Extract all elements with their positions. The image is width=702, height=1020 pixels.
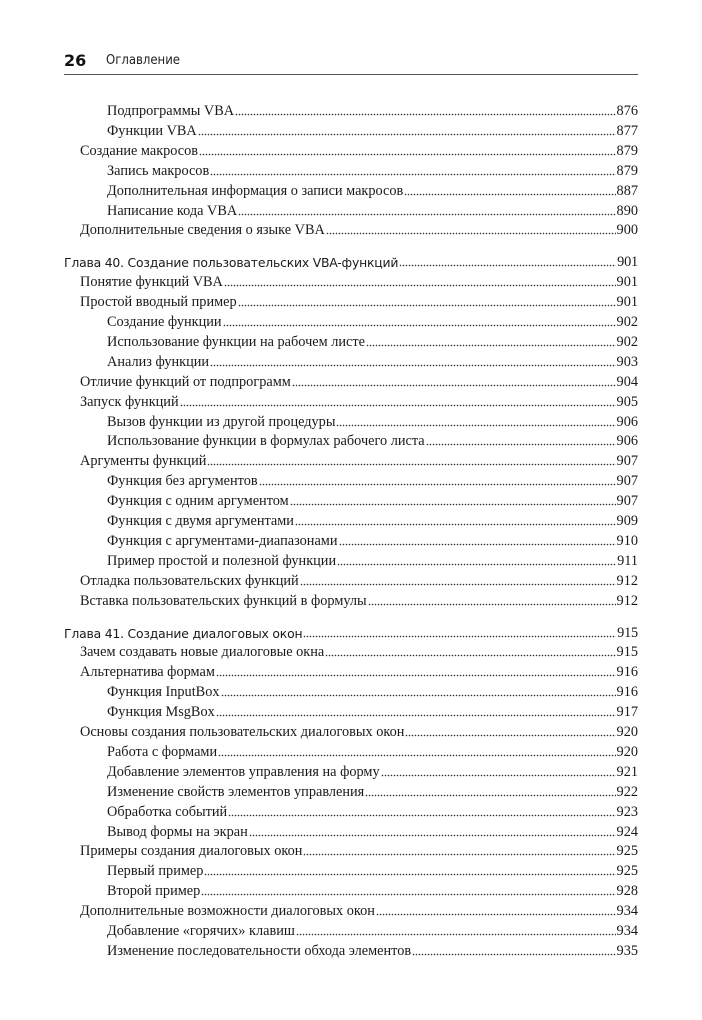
toc-entry-page: 928: [616, 883, 638, 900]
toc-entry-title: Понятие функций VBA: [80, 274, 223, 291]
toc-entry-title: Вызов функции из другой процедуры: [107, 413, 336, 430]
toc-entry-title: Запуск функций: [80, 393, 179, 410]
toc-entry: [107, 181, 638, 200]
toc-entry-page: 912: [616, 592, 638, 609]
toc-entry-title: Создание функции: [107, 314, 222, 330]
toc-entry-page: 900: [616, 222, 638, 239]
dot-leader: [326, 232, 616, 235]
dot-leader: [295, 523, 616, 526]
toc-entry-title: Анализ функции: [107, 353, 210, 370]
toc-entry-title: Основы создания пользовательских диалоговых окон: [80, 724, 405, 740]
dot-leader: [249, 834, 616, 837]
toc-entry-title: Функция с одним аргументом: [107, 493, 289, 510]
toc-entry-page: 935: [616, 942, 638, 959]
dot-leader: [224, 284, 616, 287]
toc-entry-page: 907: [616, 493, 638, 510]
toc-entry: [107, 352, 638, 371]
toc-entry: [107, 822, 638, 841]
toc-entry-title: Добавление «горячих» клавиш: [107, 923, 295, 939]
toc-entry: [107, 742, 638, 761]
toc-entry-page: 907: [616, 473, 638, 490]
toc-entry-title: Изменение последовательности обхода элементов: [107, 942, 412, 959]
toc-entry-title: Функция без аргументов: [107, 473, 258, 490]
toc-entry-page: 915: [616, 644, 638, 661]
toc-entry-title: Функции VBA: [107, 122, 197, 139]
toc-entry-title: Функция InputBox: [107, 684, 220, 701]
toc-entry-title: Первый пример: [107, 863, 204, 880]
toc-entry-title: Функция MsgBox: [107, 704, 215, 721]
toc-entry-page: 912: [616, 572, 638, 589]
toc-entry: [107, 551, 638, 570]
dot-leader: [180, 404, 616, 407]
dot-leader: [204, 873, 615, 876]
toc-entry-title: Пример простой и полезной функции: [107, 552, 337, 569]
toc-entry-title: Дополнительные возможности диалоговых окон: [80, 903, 375, 920]
toc-entry: [80, 220, 638, 239]
dot-leader: [223, 324, 616, 327]
toc-entry: [107, 762, 638, 781]
dot-leader: [300, 583, 616, 586]
dot-leader: [292, 384, 616, 387]
toc-entry: [107, 881, 638, 900]
toc-entry: [107, 682, 638, 701]
toc-entry-page: 902: [616, 333, 638, 350]
toc-entry: [107, 511, 638, 530]
toc-entry: [107, 491, 638, 510]
toc-entry: [80, 591, 638, 610]
toc-entry: [80, 841, 638, 860]
toc-entry-page: 922: [616, 783, 638, 800]
toc-entry-title: Использование функции на рабочем листе: [107, 333, 365, 350]
toc-entry-title: Отличие функций от подпрограмм: [80, 373, 291, 390]
dot-leader: [337, 563, 616, 566]
toc-entry-title: Обработка событий: [107, 803, 228, 820]
toc-entry: [107, 412, 638, 431]
toc-entry: [107, 782, 638, 801]
dot-leader: [259, 483, 616, 486]
dot-leader: [216, 714, 616, 717]
toc-entry-title: Написание кода VBA: [107, 202, 238, 219]
toc-entry: [107, 802, 638, 821]
toc-entry-page: 902: [616, 314, 638, 330]
toc-entry-title: Отладка пользовательских функций: [80, 572, 299, 589]
dot-leader: [198, 133, 616, 136]
toc-entry: [107, 531, 638, 550]
dot-leader: [303, 635, 616, 638]
toc-entry-title: Запись макросов: [107, 162, 210, 179]
toc-entry-page: 923: [616, 803, 638, 820]
dot-leader: [207, 463, 615, 466]
toc-entry: [107, 201, 638, 220]
toc-entry-page: 905: [616, 393, 638, 410]
toc-entry: [80, 722, 638, 741]
toc-entry-title: Работа с формами: [107, 743, 218, 760]
dot-leader: [404, 193, 615, 196]
toc-entry-page: 917: [616, 704, 638, 721]
toc-entry-title: Добавление элементов управления на форму: [107, 763, 380, 780]
toc-entry-page: 879: [616, 162, 638, 179]
toc-entry: [80, 571, 638, 590]
toc-entry: [107, 332, 638, 351]
dot-leader: [376, 913, 616, 916]
dot-leader: [405, 734, 615, 737]
toc-entry-title: Зачем создавать новые диалоговые окна: [80, 644, 325, 661]
toc-entry-page: 907: [616, 453, 638, 470]
dot-leader: [368, 603, 616, 606]
toc-entry-page: 920: [616, 743, 638, 760]
toc-entry: [107, 921, 638, 940]
toc-entry-page: 934: [616, 923, 638, 939]
dot-leader: [366, 344, 616, 347]
toc-entry-title: Глава 41. Создание диалоговых окон: [64, 625, 303, 641]
toc-entry: [107, 431, 638, 450]
toc-entry-page: 906: [616, 433, 638, 450]
dot-leader: [426, 443, 616, 446]
toc-entry-title: Второй пример: [107, 883, 201, 900]
toc-entry: [107, 121, 638, 140]
toc-entry: [107, 861, 638, 880]
toc-entry-page: 903: [616, 353, 638, 370]
dot-leader: [339, 543, 616, 546]
toc-entry-page: 911: [617, 552, 638, 569]
toc-entry: [107, 312, 638, 331]
dot-leader: [216, 674, 616, 677]
toc-entry: [80, 392, 638, 411]
toc-entry-title: Вставка пользовательских функций в формулы: [80, 592, 367, 609]
toc-entry: [107, 941, 638, 960]
toc-entry-page: 901: [617, 254, 638, 271]
toc-entry-title: Глава 40. Создание пользовательских VBA-функций: [64, 255, 399, 271]
toc-entry: [107, 702, 638, 721]
toc-entry-title: Примеры создания диалоговых окон: [80, 843, 303, 860]
dot-leader: [210, 364, 615, 367]
page-number: 26: [64, 51, 87, 70]
toc-entry-title: Аргументы функций: [80, 453, 207, 470]
toc-entry-title: Вывод формы на экран: [107, 823, 248, 840]
dot-leader: [336, 424, 615, 427]
toc-entry-title: Простой вводный пример: [80, 294, 237, 311]
toc-entry-page: 876: [616, 103, 638, 119]
toc-entry-page: 901: [616, 274, 638, 291]
toc-entry-title: Дополнительные сведения о языке VBA: [80, 222, 325, 239]
toc-chapter-entry: [64, 252, 638, 271]
toc-entry-page: 916: [616, 664, 638, 681]
toc-entry-page: 920: [616, 724, 638, 740]
dot-leader: [210, 173, 615, 176]
dot-leader: [290, 503, 616, 506]
toc-entry-page: 915: [617, 624, 638, 641]
toc-entry-title: Альтернатива формам: [80, 664, 215, 681]
toc-entry-page: 910: [616, 532, 638, 549]
dot-leader: [296, 933, 616, 936]
toc-entry-page: 925: [616, 863, 638, 880]
dot-leader: [235, 113, 615, 116]
toc-entry: [80, 662, 638, 681]
toc-entry-page: 887: [616, 182, 638, 199]
toc-entry-page: 921: [616, 763, 638, 780]
toc-entry-title: Подпрограммы VBA: [107, 103, 235, 119]
toc-entry-title: Функция с аргументами-диапазонами: [107, 532, 338, 549]
toc-entry-page: 901: [616, 294, 638, 311]
dot-leader: [303, 853, 615, 856]
toc-entry-page: 934: [616, 903, 638, 920]
dot-leader: [199, 153, 615, 156]
toc-entry: [80, 141, 638, 160]
toc-entry-title: Создание макросов: [80, 142, 199, 159]
toc-entry-page: 904: [616, 373, 638, 390]
dot-leader: [218, 754, 615, 757]
toc-entry-page: 890: [616, 202, 638, 219]
toc-entry-title: Изменение свойств элементов управления: [107, 783, 365, 800]
dot-leader: [381, 774, 616, 777]
toc-chapter-entry: [64, 623, 638, 642]
dot-leader: [412, 953, 615, 956]
dot-leader: [365, 794, 615, 797]
dot-leader: [238, 213, 615, 216]
toc-entry-page: 924: [616, 823, 638, 840]
dot-leader: [201, 893, 615, 896]
dot-leader: [238, 304, 616, 307]
toc-entry-title: Функция с двумя аргументами: [107, 513, 294, 529]
dot-leader: [325, 654, 615, 657]
dot-leader: [399, 264, 616, 267]
toc-entry-title: Дополнительная информация о записи макросов: [107, 182, 404, 199]
toc-entry: [107, 101, 638, 120]
toc-entry: [80, 372, 638, 391]
toc-entry: [107, 161, 638, 180]
page-header: [64, 48, 638, 75]
toc-entry-title: Использование функции в формулах рабочего листа: [107, 433, 425, 450]
toc-entry: [80, 292, 638, 311]
toc-entry-page: 909: [616, 513, 638, 529]
dot-leader: [228, 814, 615, 817]
toc-entry: [80, 451, 638, 470]
toc-entry-page: 879: [616, 142, 638, 159]
toc-entry: [80, 272, 638, 291]
toc-entry-page: 925: [616, 843, 638, 860]
dot-leader: [221, 694, 616, 697]
running-title: Оглавление: [106, 53, 181, 68]
toc-entry-page: 906: [616, 413, 638, 430]
toc-entry-page: 916: [616, 684, 638, 701]
toc-entry: [80, 642, 638, 661]
toc-entry: [80, 901, 638, 920]
toc-entry-page: 877: [616, 122, 638, 139]
toc-entry: [107, 471, 638, 490]
